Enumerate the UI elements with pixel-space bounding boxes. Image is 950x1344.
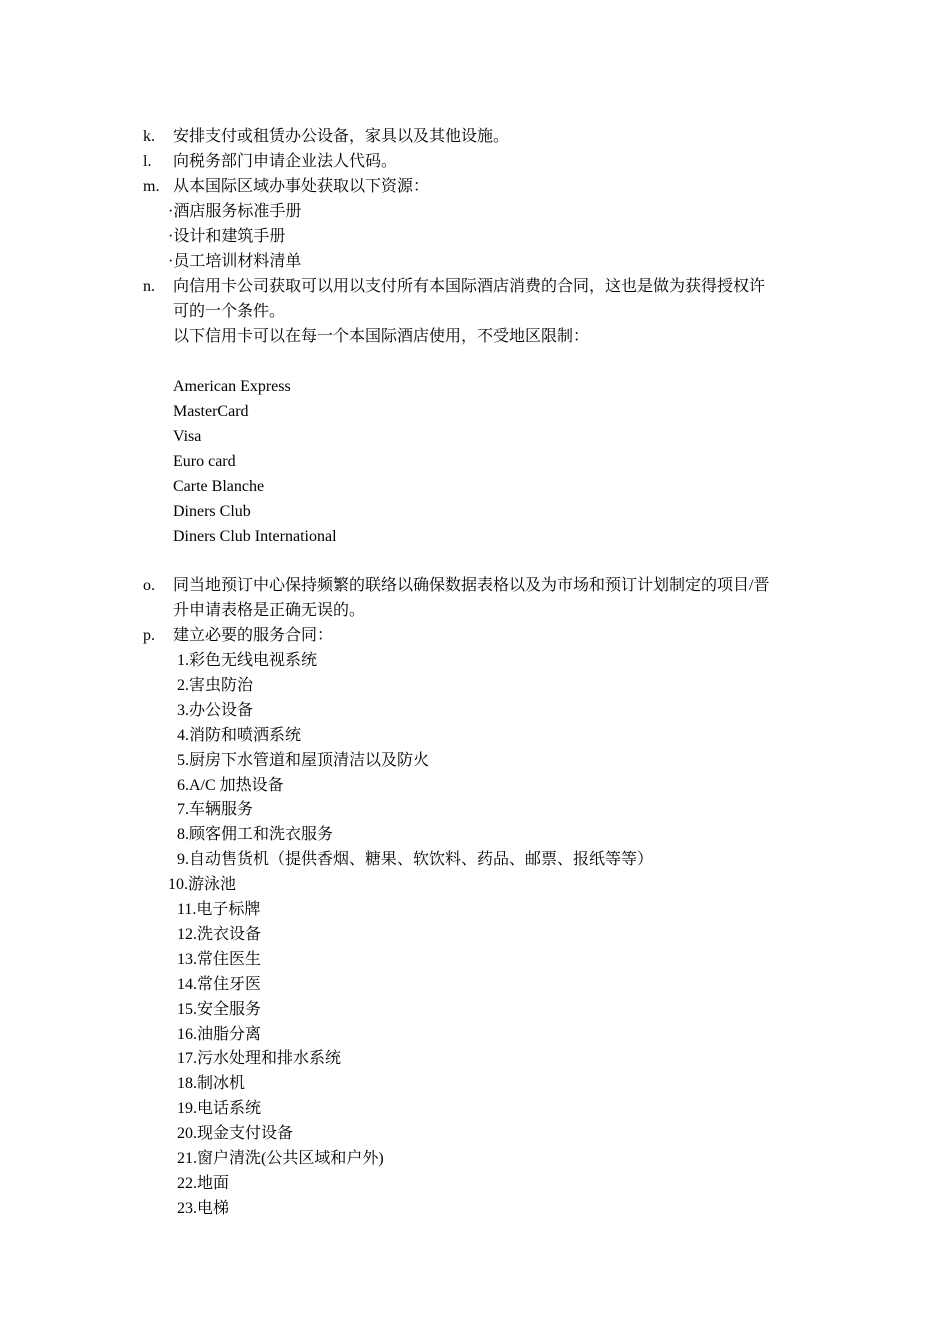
list-item-n bbox=[0, 275, 950, 300]
contract-item: 10.游泳池 bbox=[168, 876, 237, 893]
credit-card-name: MasterCard bbox=[173, 403, 249, 420]
list-marker: o. bbox=[143, 577, 155, 594]
list-marker: l. bbox=[143, 153, 152, 170]
contract-item: 23.电梯 bbox=[177, 1200, 230, 1217]
credit-card-name: Diners Club International bbox=[173, 528, 337, 545]
list-item-text: 建立必要的服务合同： bbox=[173, 627, 334, 644]
credit-card-name: Diners Club bbox=[173, 503, 251, 520]
contract-item: 22.地面 bbox=[177, 1175, 230, 1192]
list-marker: k. bbox=[143, 128, 155, 145]
contract-item: 7.车辆服务 bbox=[177, 801, 254, 818]
contract-item: 1.彩色无线电视系统 bbox=[177, 652, 318, 669]
contract-item: 19.电话系统 bbox=[177, 1100, 262, 1117]
list-marker: p. bbox=[143, 627, 155, 644]
contract-item: 5.厨房下水管道和屋顶清洁以及防火 bbox=[177, 752, 430, 769]
list-item-text: 向税务部门申请企业法人代码。 bbox=[173, 153, 398, 170]
contract-item: 12.洗衣设备 bbox=[177, 926, 262, 943]
list-marker: m. bbox=[143, 178, 160, 195]
contract-item: 11.电子标牌 bbox=[177, 901, 261, 918]
list-item-m bbox=[0, 175, 950, 200]
resource-bullet: ·员工培训材料清单 bbox=[168, 253, 302, 270]
list-item-text-continued: 升申请表格是正确无误的。 bbox=[173, 602, 366, 619]
list-item-text: 向信用卡公司获取可以用以支付所有本国际酒店消费的合同，这也是做为获得授权许 bbox=[173, 278, 766, 295]
resource-bullet: ·设计和建筑手册 bbox=[168, 228, 286, 245]
list-item-l bbox=[0, 150, 950, 175]
contract-item: 3.办公设备 bbox=[177, 702, 254, 719]
resource-bullet: ·酒店服务标准手册 bbox=[168, 203, 302, 220]
list-item-text: 安排支付或租赁办公设备，家具以及其他设施。 bbox=[173, 128, 510, 145]
credit-card-name: American Express bbox=[173, 378, 291, 395]
list-marker: n. bbox=[143, 278, 155, 295]
list-item-o bbox=[0, 574, 950, 599]
contract-item: 8.顾客佣工和洗衣服务 bbox=[177, 826, 334, 843]
contract-item: 6.A/C 加热设备 bbox=[177, 777, 284, 794]
contract-item: 15.安全服务 bbox=[177, 1001, 262, 1018]
contract-item: 17.污水处理和排水系统 bbox=[177, 1050, 342, 1067]
list-item-text-continued: 可的一个条件。 bbox=[173, 303, 286, 320]
list-item-k bbox=[0, 125, 950, 150]
list-item-text: 同当地预订中心保持频繁的联络以确保数据表格以及为市场和预订计划制定的项目/晋 bbox=[173, 577, 770, 594]
contract-item: 18.制冰机 bbox=[177, 1075, 246, 1092]
contract-item: 9.自动售货机（提供香烟、糖果、软饮料、药品、邮票、报纸等等） bbox=[177, 851, 654, 868]
contract-item: 2.害虫防治 bbox=[177, 677, 254, 694]
credit-card-name: Carte Blanche bbox=[173, 478, 265, 495]
credit-card-name: Euro card bbox=[173, 453, 236, 470]
list-item-p bbox=[0, 624, 950, 649]
contract-item: 4.消防和喷洒系统 bbox=[177, 727, 302, 744]
contract-item: 13.常住医生 bbox=[177, 951, 262, 968]
contract-item: 21.窗户清洗(公共区域和户外) bbox=[177, 1150, 384, 1167]
list-item-text: 从本国际区域办事处获取以下资源： bbox=[173, 178, 430, 195]
contract-item: 20.现金支付设备 bbox=[177, 1125, 294, 1142]
credit-card-name: Visa bbox=[173, 428, 202, 445]
contract-item: 16.油脂分离 bbox=[177, 1026, 262, 1043]
contract-item: 14.常住牙医 bbox=[177, 976, 262, 993]
list-item-text-continued: 以下信用卡可以在每一个本国际酒店使用，不受地区限制： bbox=[173, 328, 590, 345]
